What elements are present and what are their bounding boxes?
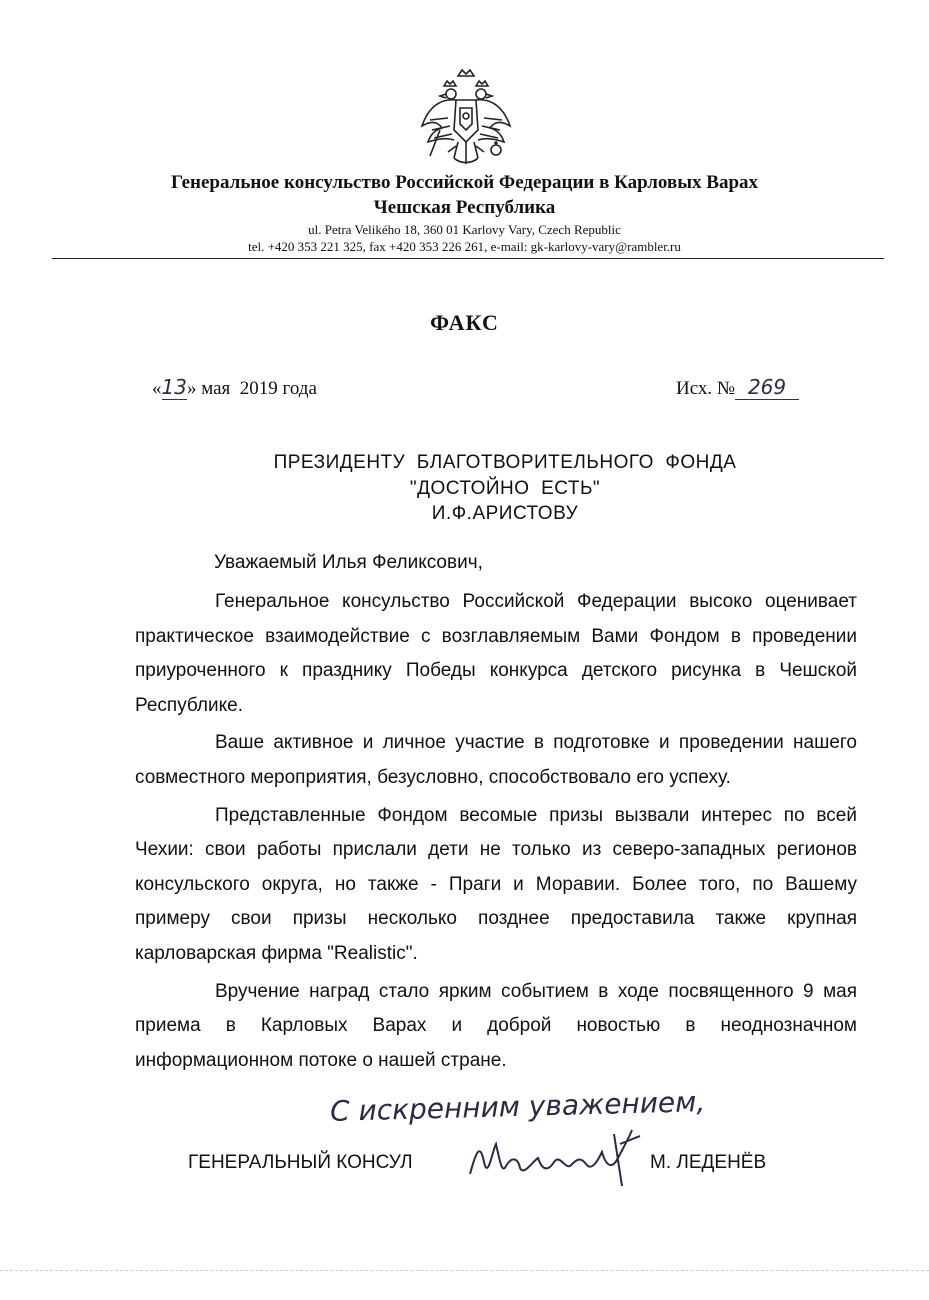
body-paragraph: Представленные Фондом весомые призы вызвали интерес по всей Чехии: свои работы прислали дети не только из северо-западных регионов консульского округа, но также - Праги и Моравии. Более того, по Вашему примеру свои призы несколько позднее предоставила также крупная карловарская фирма "Realistic". xyxy=(135,804,857,964)
date-month-year: мая 2019 года xyxy=(201,378,317,399)
letterhead-address: ul. Petra Velikého 18, 360 01 Karlovy Vary, Czech Republic xyxy=(308,222,621,237)
handwritten-signature xyxy=(462,1122,652,1192)
document-type-title: ФАКС xyxy=(430,310,499,335)
date-open-quote: « xyxy=(152,378,162,399)
addressee-line-2: "ДОСТОЙНО ЕСТЬ" xyxy=(409,478,601,499)
body-paragraph: Ваше активное и личное участие в подготовке и проведении нашего совместного мероприятия, безусловно, способствовало его успеху. xyxy=(135,732,857,788)
signatory-title: ГЕНЕРАЛЬНЫЙ КОНСУЛ xyxy=(188,1152,413,1173)
date-day-handwritten: 13 xyxy=(161,375,187,399)
body-paragraph: Генеральное консульство Российской Федерации высоко оценивает практическое взаимодействие с возглавляемым Вами Фондом в проведении приуроченного к празднику Победы конкурса детского рисунка в Чешской Республике. xyxy=(135,591,857,716)
signatory-name: М. ЛЕДЕНЁВ xyxy=(650,1152,767,1173)
letterhead-country: Чешская Республика xyxy=(373,197,556,218)
addressee-line-1: ПРЕЗИДЕНТУ БЛАГОТВОРИТЕЛЬНОГО ФОНДА xyxy=(273,452,737,473)
salutation: Уважаемый Илья Феликсович, xyxy=(214,552,483,573)
outgoing-number-label: Исх. № xyxy=(676,378,736,399)
addressee-line-3: И.Ф.АРИСТОВУ xyxy=(431,503,579,524)
body-paragraph: Вручение наград стало ярким событием в ходе посвященного 9 мая приема в Карловых Варах и доброй новостью в неоднозначном информационном потоке о нашей стране. xyxy=(135,980,857,1071)
page-bottom-edge xyxy=(0,1270,929,1271)
document-date xyxy=(152,375,317,400)
letterhead-contacts: tel. +420 353 221 325, fax +420 353 226 261, e-mail: gk-karlovy-vary@rambler.ru xyxy=(248,239,681,254)
handwritten-closing: С искренним уважением, xyxy=(329,1085,706,1128)
letter-body xyxy=(135,585,857,1081)
double-headed-eagle-emblem-icon xyxy=(418,68,514,172)
outgoing-number-value: 269 xyxy=(735,375,799,400)
letterhead-title: Генеральное консульство Российской Федерации в Карловых Варах xyxy=(170,172,759,193)
outgoing-number xyxy=(676,375,799,400)
letterhead-divider xyxy=(52,258,884,259)
date-close-quote: » xyxy=(186,378,197,399)
